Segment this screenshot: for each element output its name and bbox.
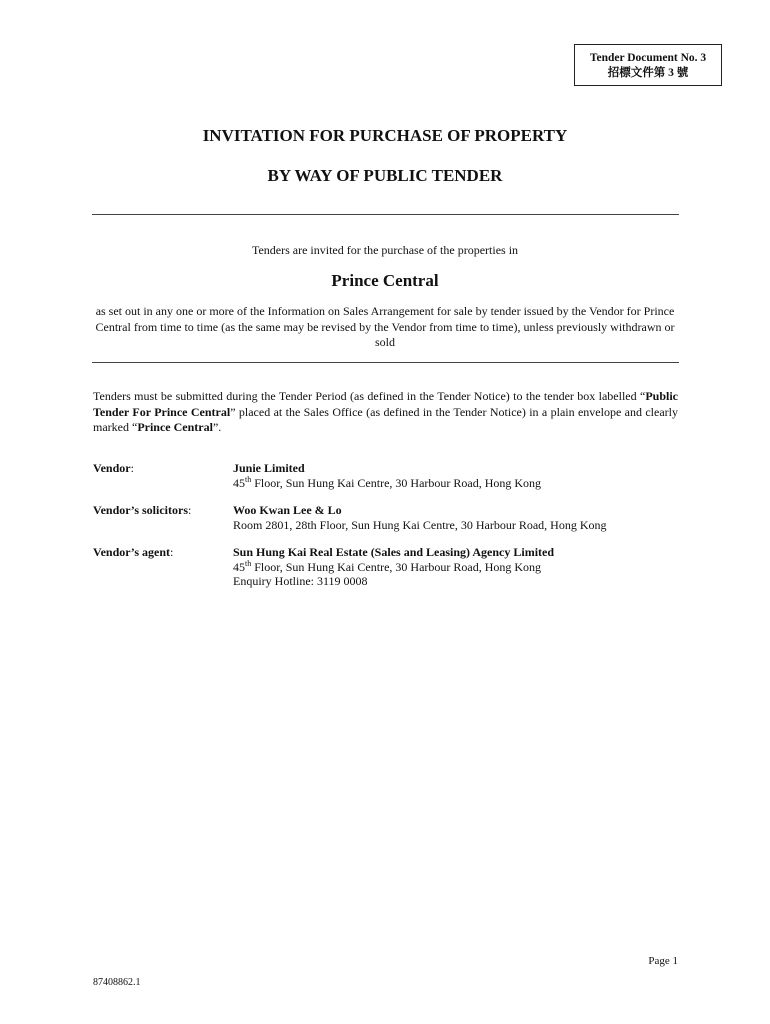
page-number: Page 1 — [648, 955, 678, 967]
agent-label — [93, 545, 173, 560]
tender-document-number-box — [574, 44, 722, 86]
document-title-line2: BY WAY OF PUBLIC TENDER — [267, 166, 503, 185]
vendor-floor-suffix: th — [245, 474, 252, 484]
agent-address-text: Floor, Sun Hung Kai Centre, 30 Harbour Road, Hong Kong — [251, 559, 542, 574]
solicitors-name: Woo Kwan Lee & Lo — [233, 503, 342, 517]
submission-instructions — [93, 389, 678, 436]
vendor-label-colon: : — [130, 461, 134, 475]
solicitors-label-text: Vendor’s solicitors — [93, 503, 188, 517]
vendor-floor-number: 45 — [233, 475, 245, 490]
intro-text: Tenders are invited for the purchase of the properties in — [251, 243, 519, 257]
tender-document-number-chinese: 招標文件第 3 號 — [607, 67, 689, 79]
property-name: Prince Central — [331, 271, 439, 290]
solicitors-label — [93, 503, 191, 518]
envelope-marking: Prince Central — [137, 420, 213, 434]
divider-bottom — [92, 362, 679, 363]
agent-floor-number: 45 — [233, 559, 245, 574]
vendor-address — [233, 476, 541, 491]
submission-text-1: Tenders must be submitted during the Tender Period (as defined in the Tender Notice) to the tender box labelled “ — [93, 389, 646, 403]
vendor-label-text: Vendor — [93, 461, 131, 475]
agent-name: Sun Hung Kai Real Estate (Sales and Leasing) Agency Limited — [233, 545, 555, 559]
document-reference: 87408862.1 — [93, 977, 141, 988]
property-description: as set out in any one or more of the Information on Sales Arrangement for sale by tender issued by the Vendor for Prince Central from time to time (as the same may be revised by the Vendor from time to time), unless previously withdrawn or sold — [95, 304, 675, 349]
agent-floor-suffix: th — [245, 558, 252, 568]
submission-text-3: ”. — [212, 420, 222, 434]
agent-label-colon: : — [170, 545, 174, 559]
vendor-details — [233, 461, 541, 490]
tender-box-label: Public Tender For Prince Central — [93, 389, 678, 419]
solicitors-label-colon: : — [188, 503, 192, 517]
agent-label-text: Vendor’s agent — [93, 545, 170, 559]
agent-hotline: Enquiry Hotline: 3119 0008 — [233, 574, 368, 588]
vendor-name: Junie Limited — [233, 461, 305, 475]
submission-text-2: ” placed at the Sales Office (as defined in the Tender Notice) in a plain envelope and clearly marked “ — [93, 404, 678, 434]
tender-document-number: Tender Document No. 3 — [589, 52, 707, 64]
vendor-label — [93, 461, 134, 476]
vendor-address-text: Floor, Sun Hung Kai Centre, 30 Harbour Road, Hong Kong — [251, 475, 542, 490]
solicitors-details — [233, 503, 607, 532]
agent-address — [233, 560, 554, 575]
agent-details — [233, 545, 554, 589]
solicitors-address: Room 2801, 28th Floor, Sun Hung Kai Centre, 30 Harbour Road, Hong Kong — [233, 517, 607, 532]
document-title-line1: INVITATION FOR PURCHASE OF PROPERTY — [202, 126, 568, 145]
divider-top — [92, 214, 679, 215]
